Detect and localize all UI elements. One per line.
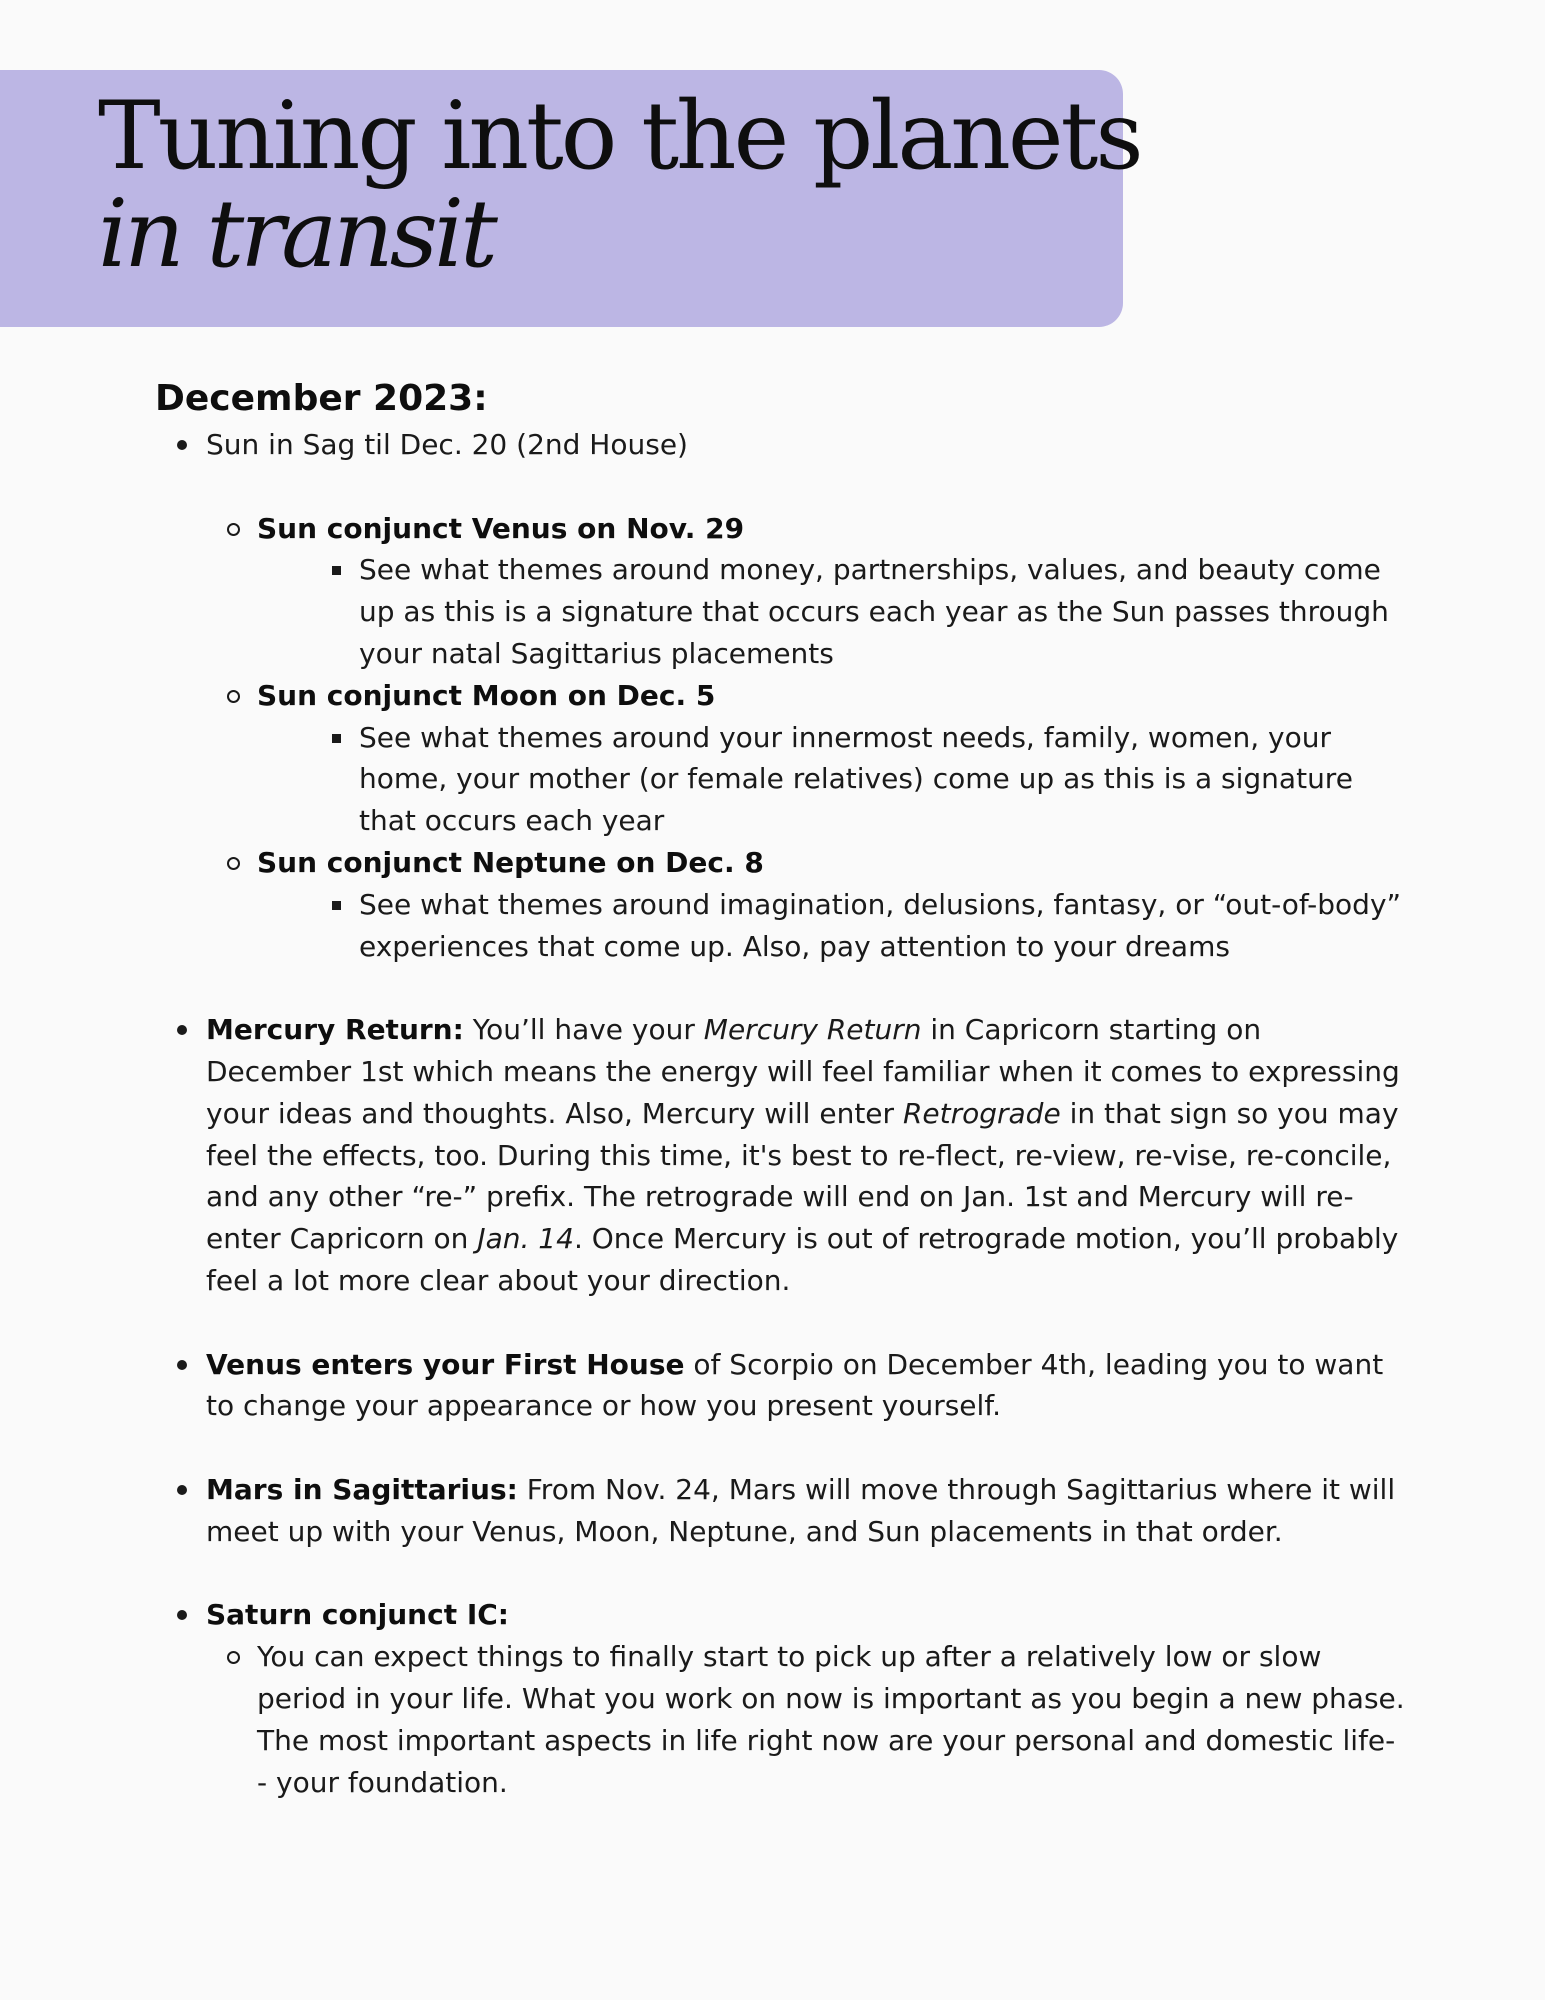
spacer <box>206 466 1405 508</box>
mars-text: From Nov. 24, Mars will move through Sagittarius where it will meet up with your Venus, Moon, Neptune, and Sun placements in that order. <box>206 1472 1396 1548</box>
mercury-text: in Capricorn starting on December 1st which means the energy will feel familiar when it comes to expressing your ideas and thoughts. Also, Mercury will enter <box>206 1013 1400 1130</box>
mercury-text: . Once Mercury is out of retrograde motion, you’ll probably feel a lot more clear about your direction. <box>206 1222 1399 1297</box>
page-subtitle: in transit <box>98 180 494 289</box>
spacer <box>155 967 1405 1009</box>
transit-list <box>155 424 1405 508</box>
mercury-text: You’ll have your <box>463 1013 704 1047</box>
aspect-title: Sun conjunct Neptune on Dec. 8 <box>257 845 764 879</box>
mercury-emphasis: Mercury Return <box>703 1013 922 1047</box>
aspect-detail <box>308 717 1405 842</box>
transit-list-continued <box>155 1009 1405 1803</box>
sun-label: Sun in Sag til Dec. 20 (2nd House) <box>206 428 688 461</box>
mercury-emphasis: Retrograde <box>902 1096 1061 1130</box>
circle-bullet-icon <box>227 690 240 703</box>
list-item-mars <box>155 1469 1405 1594</box>
aspect-item-neptune <box>206 842 1405 967</box>
aspect-item-venus <box>206 508 1405 675</box>
mercury-emphasis: Jan. 14 <box>477 1222 574 1256</box>
page-title: Tuning into the planets <box>98 82 1141 191</box>
month-heading: December 2023: <box>155 378 488 419</box>
sun-aspects-list <box>206 508 1405 968</box>
aspect-item-moon <box>206 675 1405 842</box>
spacer <box>206 1427 1405 1469</box>
aspect-detail <box>308 549 1405 674</box>
aspect-detail <box>308 884 1405 968</box>
transit-content <box>155 374 1405 1803</box>
aspect-detail-list <box>308 884 1405 968</box>
bullet-icon <box>177 1360 187 1370</box>
saturn-detail-list <box>206 1636 1405 1803</box>
aspect-detail-text: See what themes around imagination, delusions, fantasy, or “out-of-body” experiences that come up. Also, pay attention to your dreams <box>359 887 1402 963</box>
square-bullet-icon <box>332 734 341 743</box>
list-item-saturn <box>155 1594 1405 1803</box>
venus-text: of Scorpio on December 4th, leading you to want to change your appearance or how you present yourself. <box>206 1347 1384 1423</box>
saturn-detail-text: You can expect things to finally start to pick up after a relatively low or slow period in your life. What you work on now is important as you begin a new phase. The most important aspects in life right now are your personal and domestic life-- your foundation. <box>257 1640 1405 1799</box>
mercury-text: in that sign so you may feel the effects, too. During this time, it's best to re-flect, re-view, re-vise, re-concile, and any other “re-” prefix. The retrograde will end on Jan. 1st and Mercury will re-enter Capricorn on <box>206 1096 1399 1256</box>
saturn-detail <box>206 1636 1405 1803</box>
circle-bullet-icon <box>227 523 240 536</box>
circle-bullet-icon <box>227 857 240 870</box>
aspect-detail-list <box>308 549 1405 674</box>
bullet-icon <box>177 440 187 450</box>
venus-label: Venus enters your First House <box>206 1347 685 1381</box>
circle-bullet-icon <box>227 1651 240 1664</box>
list-item-mercury <box>155 1009 1405 1343</box>
list-item-sun <box>155 424 1405 508</box>
spacer <box>206 1302 1405 1344</box>
mars-label: Mars in Sagittarius: <box>206 1472 518 1506</box>
aspect-title: Sun conjunct Venus on Nov. 29 <box>257 511 745 545</box>
bullet-icon <box>177 1025 187 1035</box>
aspect-detail-text: See what themes around money, partnerships, values, and beauty come up as this is a signature that occurs each year as the Sun passes through your natal Sagittarius placements <box>359 553 1389 670</box>
bullet-icon <box>177 1485 187 1495</box>
spacer <box>206 1553 1405 1595</box>
list-item-venus <box>155 1344 1405 1469</box>
aspect-detail-list <box>308 717 1405 842</box>
bullet-icon <box>177 1610 187 1620</box>
aspect-detail-text: See what themes around your innermost needs, family, women, your home, your mother (or female relatives) come up as this is a signature that occurs each year <box>359 720 1353 838</box>
mercury-label: Mercury Return: <box>206 1013 464 1047</box>
square-bullet-icon <box>332 566 341 575</box>
saturn-label: Saturn conjunct IC: <box>206 1598 509 1632</box>
square-bullet-icon <box>332 901 341 910</box>
aspect-title: Sun conjunct Moon on Dec. 5 <box>257 678 716 712</box>
